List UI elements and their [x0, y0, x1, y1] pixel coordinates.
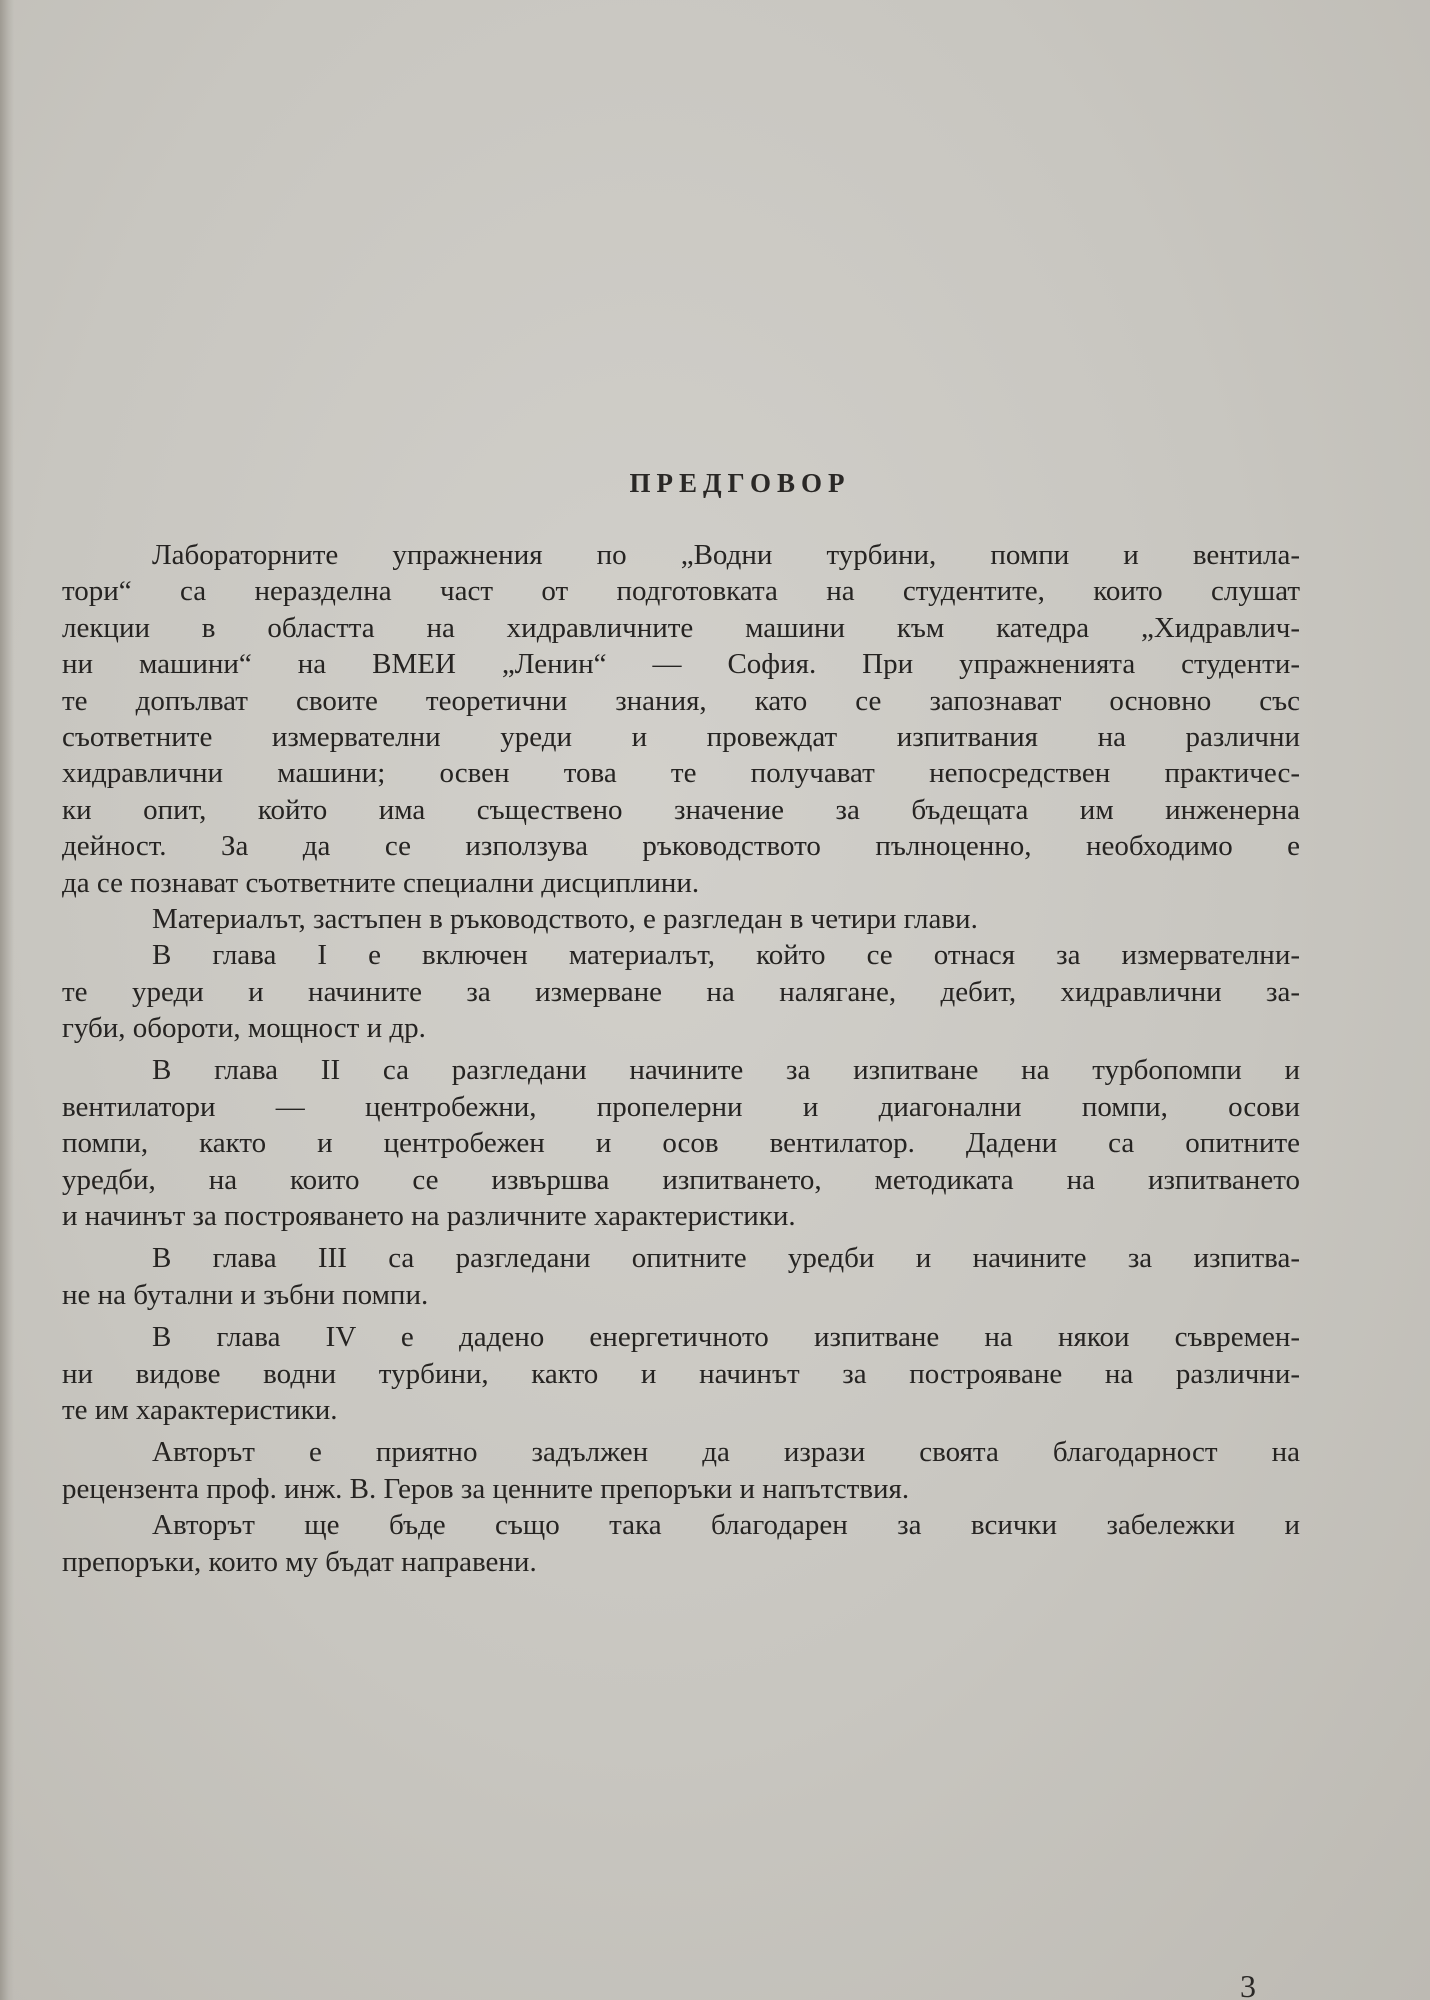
- page-title: ПРЕДГОВОР: [629, 468, 851, 498]
- text-line: тори“ са неразделна част от подготовката на студентите, които слушат: [62, 575, 1300, 608]
- text-line: ки опит, който има съществено значение за бъдещата им инженерна: [62, 793, 1300, 826]
- text-line: дейност. За да се използува ръководството пълноценно, необходимо е: [62, 830, 1300, 863]
- text-line: Авторът ще бъде също така благодарен за всички забележки и: [152, 1509, 1300, 1542]
- text-line: те допълват своите теоретични знания, като се запознават основно със: [62, 684, 1300, 717]
- page-number: 3: [1240, 1968, 1256, 2000]
- text-line: ни видове водни турбини, както и начинът за построяване на различни-: [62, 1357, 1300, 1390]
- text-line: препоръки, които му бъдат направени.: [62, 1545, 537, 1578]
- text-line: В глава III са разгледани опитните уредби и начините за изпитва-: [152, 1242, 1300, 1275]
- text-line: помпи, както и центробежен и осов вентилатор. Дадени са опитните: [62, 1127, 1300, 1160]
- text-line: Материалът, застъпен в ръководството, е разгледан в четири глави.: [152, 902, 978, 935]
- text-line: и начинът за построяването на различните характеристики.: [62, 1200, 796, 1233]
- text-line: губи, обороти, мощност и др.: [62, 1012, 426, 1045]
- text-line: рецензента проф. инж. В. Геров за ценните препоръки и напътствия.: [62, 1472, 910, 1505]
- text-line: Авторът е приятно задължен да изрази своята благодарност на: [152, 1436, 1300, 1469]
- page-binding-edge: [0, 0, 14, 2000]
- text-line: те им характеристики.: [62, 1393, 338, 1426]
- text-line: ни машини“ на ВМЕИ „Ленин“ — София. При упражненията студенти-: [62, 648, 1300, 681]
- text-line: В глава I е включен материалът, който се отнася за измервателни-: [152, 939, 1300, 972]
- text-line: лекции в областта на хидравличните машини към катедра „Хидравлич-: [62, 611, 1300, 644]
- text-line: не на бутални и зъбни помпи.: [62, 1278, 429, 1311]
- text-line: В глава IV е дадено енергетичното изпитване на някои съвремен-: [152, 1321, 1300, 1354]
- text-line: вентилатори — центробежни, пропелерни и диагонални помпи, осови: [62, 1090, 1300, 1123]
- text-line: те уреди и начините за измерване на налягане, дебит, хидравлични за-: [62, 975, 1300, 1008]
- preface-body: [62, 537, 1300, 1580]
- text-line: Лабораторните упражнения по „Водни турбини, помпи и вентила-: [152, 539, 1300, 571]
- text-line: хидравлични машини; освен това те получават непосредствен практичес-: [62, 757, 1300, 790]
- text-line: съответните измервателни уреди и провеждат изпитвания на различни: [62, 720, 1300, 753]
- text-line: В глава II са разгледани начините за изпитване на турбопомпи и: [152, 1054, 1300, 1087]
- text-line: уредби, на които се извършва изпитването, методиката на изпитването: [62, 1163, 1300, 1196]
- text-line: да се познават съответните специални дисциплини.: [62, 866, 700, 899]
